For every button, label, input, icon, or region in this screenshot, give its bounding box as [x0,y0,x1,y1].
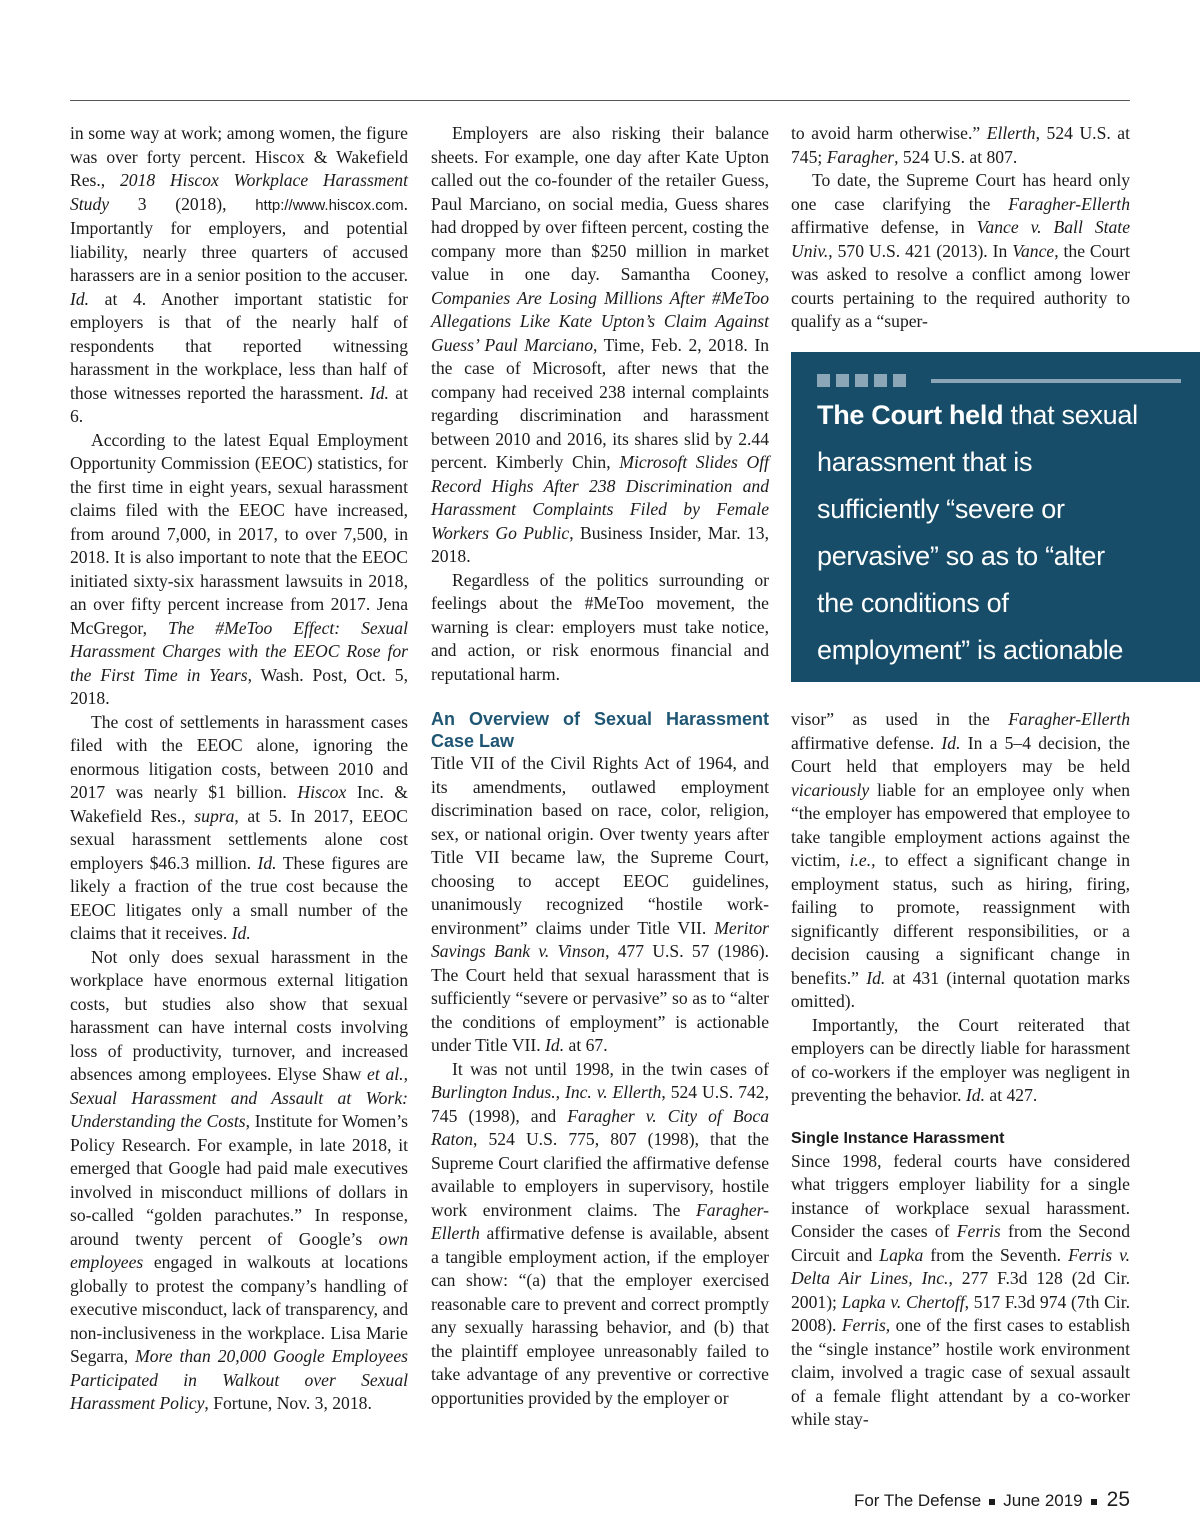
column-1 [70,122,408,1416]
column-2 [431,122,769,1410]
pull-quote-bold: The Court held [817,400,1004,430]
pull-quote [791,352,1200,712]
decorative-bar [931,379,1181,383]
paragraph: Since 1998, federal courts have considered what triggers employer liability for a single instance of workplace sexual harassment. Consider the cases of Ferris from the Second Circuit and Lapka from the Seventh. Ferris v. Delta Air Lines, Inc., 277 F.3d 128 (2d Cir. 2001); Lapka v. Chertoff, 517 F.3d 974 (7th Cir. 2008). Ferris, one of the first cases to establish the “single instance” hostile work environment claim, involved a tragic case of sexual assault of a female flight attendant by a co-worker while stay- [791,1150,1131,1429]
pull-quote-text [817,392,1147,721]
paragraph: To date, the Supreme Court has heard only one case clarifying the Faragher-Ellerth affirmative defense, in Vance v. Ball State Univ., 570 U.S. 421 (2013). In Vance, the Court was asked to resolve a conflict among lower courts pertaining to the required authority to qualify as a “super- [791,170,1131,331]
paragraph: in some way at work; among women, the figure was over forty percent. Hiscox & Wakefield Res., 2018 Hiscox Workplace Harassment Study 3 (2018), http://www.hiscox.com. Importantly for employers, and potential liability, nearly three quarters of accused harassers are in a senior position to the accuser. Id. at 4. Another important statistic for employers is that of the nearly half of respondents that reported witnessing harassment in the workplace, less than half of those witnesses reported the harassment. Id. at 6. [70,123,408,426]
subsection-heading: Single Instance Harassment [791,1129,1005,1147]
decorative-squares [817,374,912,388]
paragraph: visor” as used in the Faragher-Ellerth affirmative defense. Id. In a 5–4 decision, the Court held that employers may be held vicariously liable for an employee only when “the employer has empowered that employee to take tangible employment actions against the victim, i.e., to effect a significant change in employment status, such as hiring, firing, failing to promote, reassignment with significantly different responsibilities, or a decision causing a significant change in benefits.” Id. at 431 (internal quotation marks omitted). [791,709,1130,1011]
issue-date: June 2019 [1003,1491,1083,1510]
header-rule [70,100,1130,101]
paragraph: Importantly, the Court reiterated that employers can be directly liable for harassment of co-workers if the employer was negligent in preventing the behavior. Id. at 427. [791,1014,1130,1105]
paragraph: Not only does sexual harassment in the workplace have enormous external litigation costs, but studies also show that sexual harassment can have internal costs involving loss of productivity, turnover, and increased absences among employees. Elyse Shaw et al., Sexual Harassment and Assault at Work: Understanding the Costs, Institute for Women’s Policy Research. For example, in late 2018, it emerged that Google had paid male executives involved in misconduct millions of dollars in so-called “golden parachutes.” In response, around twenty percent of Google’s own employees engaged in walkouts at locations globally to protest the company’s handling of executive misconduct, lack of transparency, and non-inclusiveness in the workplace. Lisa Marie Segarra, More than 20,000 Google Employees Participated in Walkout over Sexual Harassment Policy, Fortune, Nov. 3, 2018. [70,946,408,1413]
page-footer [854,1488,1130,1512]
publication-name: For The Defense [853,1491,982,1510]
paragraph: The cost of settlements in harassment cases filed with the EEOC alone, ignoring the enormous litigation costs, between 2010 and 2017 was nearly $1 billion. Hiscox Inc. & Wakefield Res., supra, at 5. In 2017, EEOC sexual harassment settlements alone cost employers $46.3 million. Id. These figures are likely a fraction of the true cost because the EEOC litigates only a small number of the claims that it receives. Id. [70,711,408,943]
column-3-bottom [791,708,1130,1432]
section-heading: An Overview of Sexual Harassment Case Law [431,709,769,751]
paragraph: According to the latest Equal Employment Opportunity Commission (EEOC) statistics, for the first time in eight years, sexual harassment claims filed with the EEOC have increased, from around 7,000, in 2017, to over 7,500, in 2018. It is also important to note that the EEOC initiated sixty-six harassment lawsuits in 2018, an over fifty percent increase from 2017. Jena McGregor, The #MeToo Effect: Sexual Harassment Charges with the EEOC Rose for the First Time in Years, Wash. Post, Oct. 5, 2018. [70,429,408,708]
paragraph: Employers are also risking their balance sheets. For example, one day after Kate Upton called out the co-founder of the retailer Guess, Paul Marciano, on social media, Guess shares had dropped by over fifteen percent, costing the company more than $250 million in market value in one day. Samantha Cooney, Companies Are Losing Millions After #MeToo Allegations Like Kate Upton’s Claim Against Guess’ Paul Marciano, Time, Feb. 2, 2018. In the case of Microsoft, after news that the company had received 238 internal complaints regarding discrimination and harassment between 2010 and 2016, its shares slid by 2.44 percent. Kimberly Chin, Microsoft Slides Off Record Highs After 238 Discrimination and Harassment Complaints Filed by Female Workers Go Public, Business Insider, Mar. 13, 2018. [431,123,770,566]
paragraph: to avoid harm otherwise.” Ellerth, 524 U.S. at 745; Faragher, 524 U.S. at 807. [791,123,1131,167]
pull-quote-rest: that sexual harassment that is sufficiently “severe or pervasive” so as to “alter the conditions of employment” is actionable under Title VII. [817,400,1138,712]
paragraph: Regardless of the politics surrounding or feelings about the #MeToo movement, the warning is clear: employers must take notice, and action, or risk enormous financial and reputational harm. [431,569,769,684]
page-number: 25 [1106,1488,1130,1511]
separator-square [1091,1499,1097,1505]
paragraph: Title VII of the Civil Rights Act of 1964, and its amendments, outlawed employment discrimination based on race, color, religion, sex, or national origin. Over twenty years after Title VII became law, the Supreme Court, choosing to accept EEOC guidelines, unanimously recognized “hostile work-environment” claims under Title VII. Meritor Savings Bank v. Vinson, 477 U.S. 57 (1986). The Court held that sexual harassment that is sufficiently “severe or pervasive” so as to “alter the conditions of employment” is actionable under Title VII. Id. at 67. [431,753,769,1055]
paragraph: It was not until 1998, in the twin cases of Burlington Indus., Inc. v. Ellerth, 524 U.S. 742, 745 (1998), and Faragher v. City of Boca Raton, 524 U.S. 775, 807 (1998), that the Supreme Court clarified the affirmative defense available to employers in supervisory, hostile work environment claims. The Faragher-Ellerth affirmative defense is available, absent a tangible employment action, if the employer can show: “(a) that the employer exercised reasonable care to prevent and correct promptly any sexually harassing behavior, and (b) that the plaintiff employee unreasonably failed to take advantage of any preventive or corrective opportunities provided by the employer or [431,1058,770,1408]
column-3-top [791,122,1130,334]
separator-square [989,1499,995,1505]
